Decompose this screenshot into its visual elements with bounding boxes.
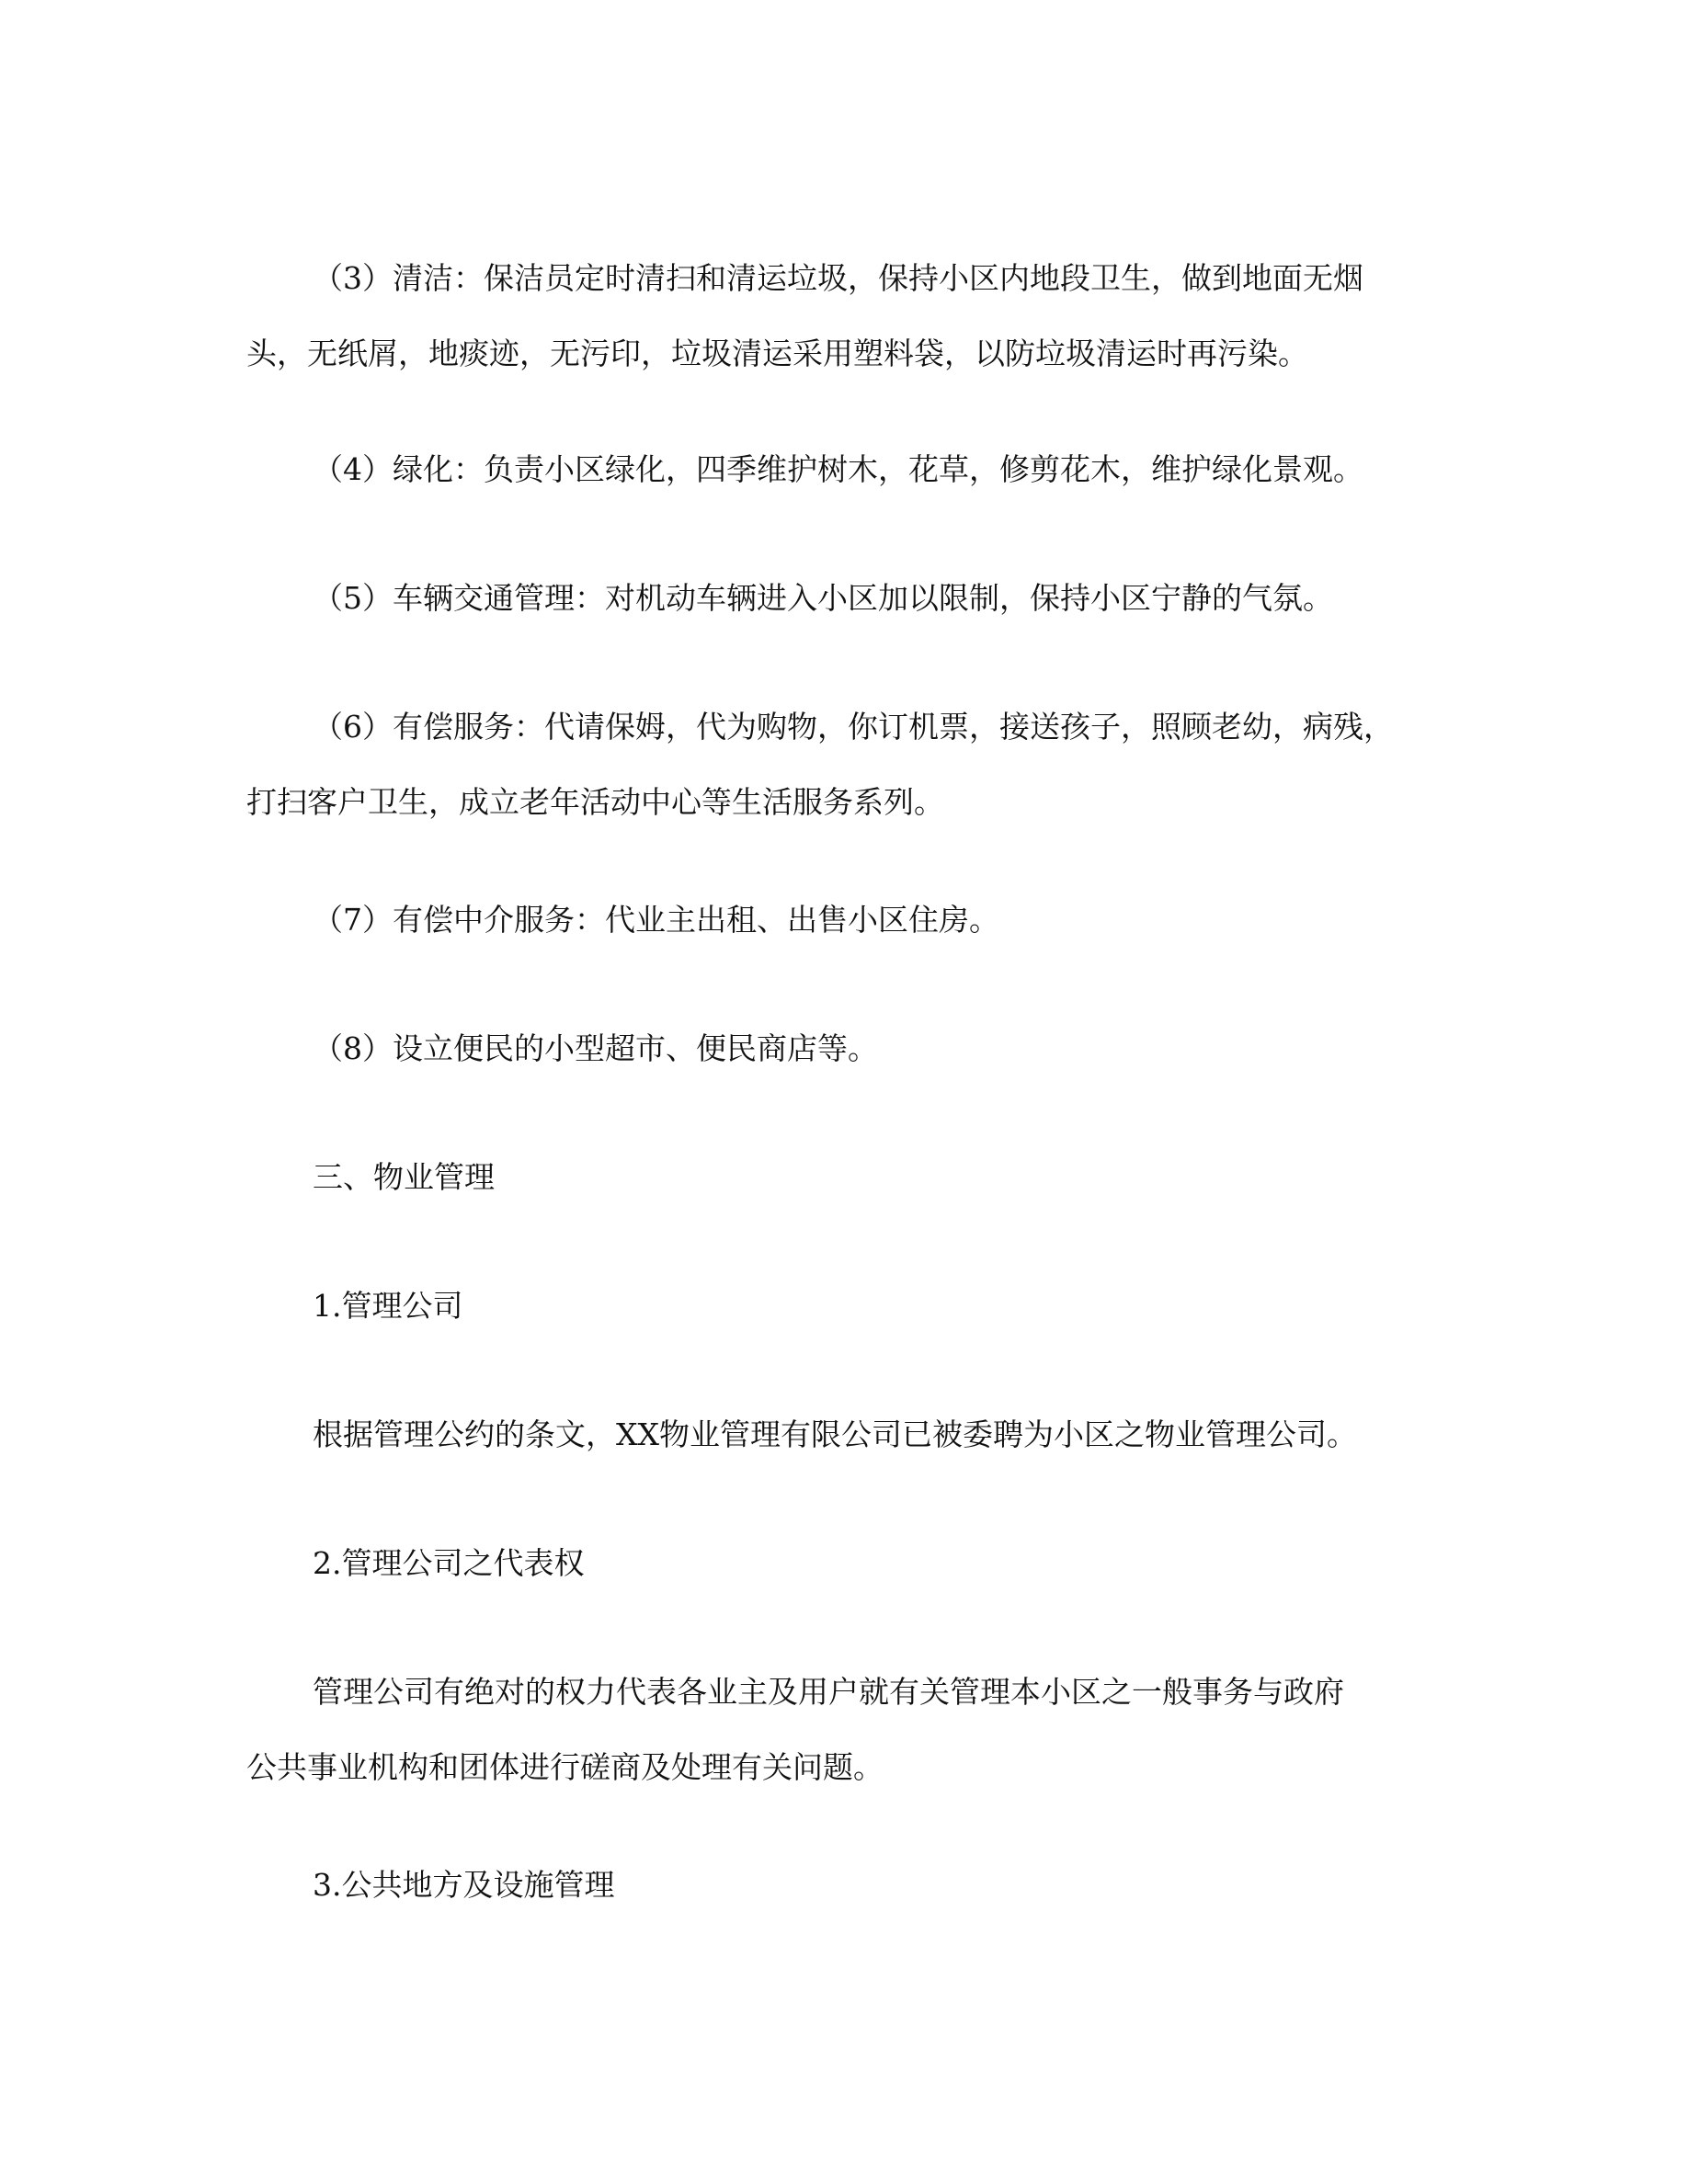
paragraph-line: 打扫客户卫生，成立老年活动中心等生活服务系列。: [246, 784, 944, 820]
subheading: 1.管理公司: [313, 1288, 463, 1324]
paragraph-cleaning: [246, 241, 1442, 392]
subheading-public-facilities: [246, 1848, 1442, 1923]
subheading: 2.管理公司之代表权: [313, 1545, 585, 1581]
paragraph-greening: [246, 432, 1442, 507]
paragraph-shop: [246, 1011, 1442, 1086]
paragraph-line: （6）有偿服务：代请保姆，代为购物，你订机票，接送孩子，照顾老幼，病残，: [313, 709, 1394, 745]
paragraph-line: 头，无纸屑，地痰迹，无污印，垃圾清运采用塑料袋，以防垃圾清运时再污染。: [246, 336, 1308, 371]
paragraph-traffic: [246, 561, 1442, 636]
paragraph-line: （7）有偿中介服务：代业主出租、出售小区住房。: [313, 902, 999, 938]
paragraph-line: 管理公司有绝对的权力代表各业主及用户就有关管理本小区之一般事务与政府: [313, 1674, 1344, 1710]
subheading: 3.公共地方及设施管理: [313, 1867, 615, 1903]
paragraph-management-company: [246, 1397, 1442, 1473]
section-heading: 三、物业管理: [313, 1159, 495, 1195]
paragraph-line: （4）绿化：负责小区绿化，四季维护树木，花草，修剪花木，维护绿化景观。: [313, 451, 1363, 487]
paragraph-representation: [246, 1655, 1442, 1805]
paragraph-agency: [246, 882, 1442, 958]
paragraph-line: 公共事业机构和团体进行磋商及处理有关问题。: [246, 1749, 884, 1785]
paragraph-line: 根据管理公约的条文，XX物业管理有限公司已被委聘为小区之物业管理公司。: [313, 1416, 1357, 1452]
section-heading-property-management: [246, 1140, 1442, 1215]
subheading-management-company: [246, 1268, 1442, 1344]
paragraph-line: （5）车辆交通管理：对机动车辆进入小区加以限制，保持小区宁静的气氛。: [313, 580, 1333, 616]
paragraph-line: （8）设立便民的小型超市、便民商店等。: [313, 1030, 878, 1066]
paragraph-paid-service: [246, 689, 1442, 840]
subheading-representation: [246, 1526, 1442, 1601]
paragraph-line: （3）清洁：保洁员定时清扫和清运垃圾，保持小区内地段卫生，做到地面无烟: [313, 260, 1363, 296]
